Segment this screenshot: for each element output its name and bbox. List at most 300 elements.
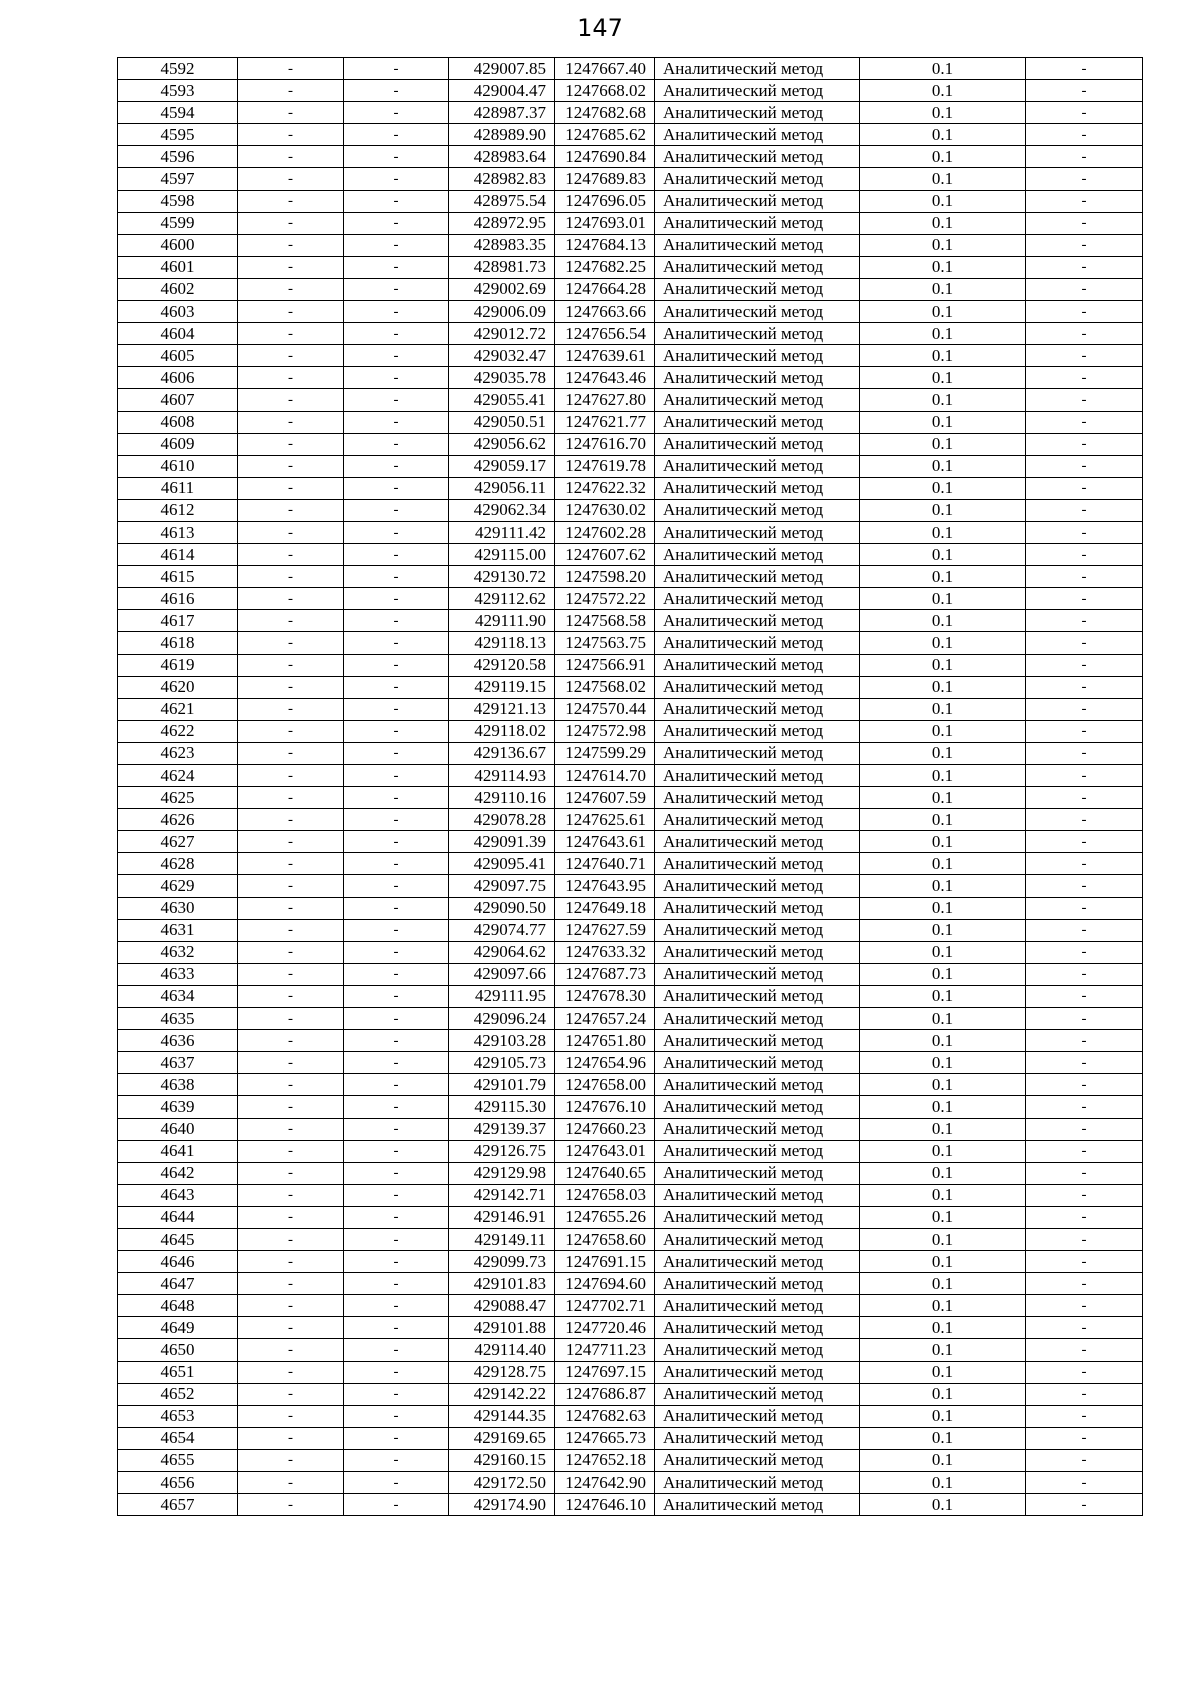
table-row: [118, 389, 1143, 411]
dash-cell: -: [344, 1052, 449, 1074]
dash-cell: -: [1026, 1251, 1143, 1273]
accuracy-cell: 0.1: [860, 80, 1026, 102]
point-number-cell: 4631: [118, 919, 238, 941]
dash-cell: -: [238, 1339, 344, 1361]
point-number-cell: 4629: [118, 875, 238, 897]
dash-cell: -: [238, 345, 344, 367]
dash-cell: -: [344, 1449, 449, 1471]
table-row: [118, 1074, 1143, 1096]
x-coordinate-cell: 428987.37: [449, 102, 555, 124]
dash-cell: -: [238, 963, 344, 985]
table-row: [118, 720, 1143, 742]
dash-cell: -: [238, 610, 344, 632]
dash-cell: -: [344, 102, 449, 124]
method-cell: Аналитический метод: [655, 654, 860, 676]
point-number-cell: 4620: [118, 676, 238, 698]
point-number-cell: 4592: [118, 58, 238, 80]
x-coordinate-cell: 429120.58: [449, 654, 555, 676]
dash-cell: -: [1026, 1162, 1143, 1184]
method-cell: Аналитический метод: [655, 521, 860, 543]
dash-cell: -: [238, 146, 344, 168]
method-cell: Аналитический метод: [655, 1096, 860, 1118]
method-cell: Аналитический метод: [655, 963, 860, 985]
dash-cell: -: [344, 278, 449, 300]
y-coordinate-cell: 1247720.46: [555, 1317, 655, 1339]
x-coordinate-cell: 429101.88: [449, 1317, 555, 1339]
method-cell: Аналитический метод: [655, 345, 860, 367]
table-row: [118, 831, 1143, 853]
point-number-cell: 4651: [118, 1361, 238, 1383]
dash-cell: -: [1026, 632, 1143, 654]
dash-cell: -: [1026, 124, 1143, 146]
dash-cell: -: [344, 1273, 449, 1295]
dash-cell: -: [238, 676, 344, 698]
dash-cell: -: [1026, 455, 1143, 477]
x-coordinate-cell: 429121.13: [449, 698, 555, 720]
dash-cell: -: [1026, 698, 1143, 720]
table-row: [118, 323, 1143, 345]
accuracy-cell: 0.1: [860, 720, 1026, 742]
point-number-cell: 4644: [118, 1206, 238, 1228]
y-coordinate-cell: 1247568.02: [555, 676, 655, 698]
y-coordinate-cell: 1247686.87: [555, 1383, 655, 1405]
method-cell: Аналитический метод: [655, 809, 860, 831]
y-coordinate-cell: 1247678.30: [555, 985, 655, 1007]
y-coordinate-cell: 1247656.54: [555, 323, 655, 345]
method-cell: Аналитический метод: [655, 256, 860, 278]
point-number-cell: 4610: [118, 455, 238, 477]
accuracy-cell: 0.1: [860, 499, 1026, 521]
point-number-cell: 4602: [118, 278, 238, 300]
accuracy-cell: 0.1: [860, 1472, 1026, 1494]
y-coordinate-cell: 1247572.22: [555, 588, 655, 610]
dash-cell: -: [1026, 146, 1143, 168]
point-number-cell: 4648: [118, 1295, 238, 1317]
x-coordinate-cell: 429002.69: [449, 278, 555, 300]
dash-cell: -: [238, 234, 344, 256]
point-number-cell: 4609: [118, 433, 238, 455]
accuracy-cell: 0.1: [860, 544, 1026, 566]
accuracy-cell: 0.1: [860, 1383, 1026, 1405]
point-number-cell: 4596: [118, 146, 238, 168]
accuracy-cell: 0.1: [860, 1074, 1026, 1096]
point-number-cell: 4625: [118, 787, 238, 809]
x-coordinate-cell: 429062.34: [449, 499, 555, 521]
dash-cell: -: [238, 455, 344, 477]
method-cell: Аналитический метод: [655, 1052, 860, 1074]
method-cell: Аналитический метод: [655, 455, 860, 477]
method-cell: Аналитический метод: [655, 499, 860, 521]
accuracy-cell: 0.1: [860, 433, 1026, 455]
y-coordinate-cell: 1247691.15: [555, 1251, 655, 1273]
method-cell: Аналитический метод: [655, 212, 860, 234]
table-row: [118, 1273, 1143, 1295]
accuracy-cell: 0.1: [860, 124, 1026, 146]
point-number-cell: 4606: [118, 367, 238, 389]
dash-cell: -: [1026, 1228, 1143, 1250]
dash-cell: -: [1026, 411, 1143, 433]
dash-cell: -: [1026, 742, 1143, 764]
dash-cell: -: [238, 1228, 344, 1250]
dash-cell: -: [1026, 256, 1143, 278]
y-coordinate-cell: 1247694.60: [555, 1273, 655, 1295]
table-row: [118, 1184, 1143, 1206]
x-coordinate-cell: 429012.72: [449, 323, 555, 345]
table-row: [118, 1030, 1143, 1052]
table-row: [118, 1228, 1143, 1250]
y-coordinate-cell: 1247602.28: [555, 521, 655, 543]
dash-cell: -: [238, 1206, 344, 1228]
method-cell: Аналитический метод: [655, 1494, 860, 1516]
table-row: [118, 941, 1143, 963]
y-coordinate-cell: 1247682.68: [555, 102, 655, 124]
method-cell: Аналитический метод: [655, 124, 860, 146]
dash-cell: -: [344, 765, 449, 787]
dash-cell: -: [344, 234, 449, 256]
dash-cell: -: [1026, 1206, 1143, 1228]
dash-cell: -: [344, 301, 449, 323]
dash-cell: -: [1026, 919, 1143, 941]
method-cell: Аналитический метод: [655, 190, 860, 212]
x-coordinate-cell: 429101.83: [449, 1273, 555, 1295]
y-coordinate-cell: 1247607.59: [555, 787, 655, 809]
dash-cell: -: [1026, 58, 1143, 80]
dash-cell: -: [238, 1140, 344, 1162]
page-number: 147: [577, 14, 623, 42]
method-cell: Аналитический метод: [655, 831, 860, 853]
method-cell: Аналитический метод: [655, 477, 860, 499]
y-coordinate-cell: 1247598.20: [555, 566, 655, 588]
y-coordinate-cell: 1247646.10: [555, 1494, 655, 1516]
point-number-cell: 4595: [118, 124, 238, 146]
point-number-cell: 4599: [118, 212, 238, 234]
dash-cell: -: [238, 499, 344, 521]
dash-cell: -: [1026, 897, 1143, 919]
x-coordinate-cell: 429114.40: [449, 1339, 555, 1361]
method-cell: Аналитический метод: [655, 278, 860, 300]
table-row: [118, 1339, 1143, 1361]
x-coordinate-cell: 429097.75: [449, 875, 555, 897]
accuracy-cell: 0.1: [860, 1295, 1026, 1317]
x-coordinate-cell: 429160.15: [449, 1449, 555, 1471]
accuracy-cell: 0.1: [860, 654, 1026, 676]
accuracy-cell: 0.1: [860, 1494, 1026, 1516]
dash-cell: -: [1026, 1449, 1143, 1471]
accuracy-cell: 0.1: [860, 1206, 1026, 1228]
table-row: [118, 278, 1143, 300]
y-coordinate-cell: 1247689.83: [555, 168, 655, 190]
accuracy-cell: 0.1: [860, 212, 1026, 234]
dash-cell: -: [238, 367, 344, 389]
point-number-cell: 4647: [118, 1273, 238, 1295]
point-number-cell: 4622: [118, 720, 238, 742]
dash-cell: -: [238, 1273, 344, 1295]
dash-cell: -: [344, 389, 449, 411]
point-number-cell: 4637: [118, 1052, 238, 1074]
dash-cell: -: [1026, 1295, 1143, 1317]
y-coordinate-cell: 1247658.60: [555, 1228, 655, 1250]
accuracy-cell: 0.1: [860, 146, 1026, 168]
method-cell: Аналитический метод: [655, 787, 860, 809]
dash-cell: -: [238, 1008, 344, 1030]
table-row: [118, 1449, 1143, 1471]
table-row: [118, 1383, 1143, 1405]
point-number-cell: 4604: [118, 323, 238, 345]
point-number-cell: 4652: [118, 1383, 238, 1405]
x-coordinate-cell: 429056.11: [449, 477, 555, 499]
dash-cell: -: [344, 146, 449, 168]
x-coordinate-cell: 429146.91: [449, 1206, 555, 1228]
y-coordinate-cell: 1247643.01: [555, 1140, 655, 1162]
dash-cell: -: [344, 787, 449, 809]
dash-cell: -: [344, 499, 449, 521]
method-cell: Аналитический метод: [655, 1251, 860, 1273]
table-row: [118, 1162, 1143, 1184]
dash-cell: -: [238, 1317, 344, 1339]
dash-cell: -: [344, 345, 449, 367]
method-cell: Аналитический метод: [655, 146, 860, 168]
dash-cell: -: [238, 1295, 344, 1317]
x-coordinate-cell: 428983.35: [449, 234, 555, 256]
dash-cell: -: [1026, 831, 1143, 853]
dash-cell: -: [1026, 1052, 1143, 1074]
table-row: [118, 146, 1143, 168]
y-coordinate-cell: 1247652.18: [555, 1449, 655, 1471]
point-number-cell: 4639: [118, 1096, 238, 1118]
y-coordinate-cell: 1247651.80: [555, 1030, 655, 1052]
dash-cell: -: [344, 654, 449, 676]
dash-cell: -: [1026, 1427, 1143, 1449]
table-row: [118, 1405, 1143, 1427]
dash-cell: -: [238, 1052, 344, 1074]
method-cell: Аналитический метод: [655, 1206, 860, 1228]
dash-cell: -: [344, 1472, 449, 1494]
point-number-cell: 4642: [118, 1162, 238, 1184]
dash-cell: -: [344, 1383, 449, 1405]
dash-cell: -: [1026, 941, 1143, 963]
accuracy-cell: 0.1: [860, 102, 1026, 124]
y-coordinate-cell: 1247702.71: [555, 1295, 655, 1317]
y-coordinate-cell: 1247664.28: [555, 278, 655, 300]
x-coordinate-cell: 429056.62: [449, 433, 555, 455]
dash-cell: -: [1026, 323, 1143, 345]
accuracy-cell: 0.1: [860, 676, 1026, 698]
dash-cell: -: [344, 1118, 449, 1140]
point-number-cell: 4628: [118, 853, 238, 875]
dash-cell: -: [344, 919, 449, 941]
dash-cell: -: [1026, 168, 1143, 190]
dash-cell: -: [1026, 853, 1143, 875]
method-cell: Аналитический метод: [655, 897, 860, 919]
x-coordinate-cell: 429169.65: [449, 1427, 555, 1449]
dash-cell: -: [238, 212, 344, 234]
dash-cell: -: [344, 256, 449, 278]
y-coordinate-cell: 1247563.75: [555, 632, 655, 654]
accuracy-cell: 0.1: [860, 1096, 1026, 1118]
y-coordinate-cell: 1247658.03: [555, 1184, 655, 1206]
x-coordinate-cell: 429128.75: [449, 1361, 555, 1383]
table-row: [118, 632, 1143, 654]
dash-cell: -: [344, 566, 449, 588]
method-cell: Аналитический метод: [655, 1273, 860, 1295]
accuracy-cell: 0.1: [860, 1339, 1026, 1361]
dash-cell: -: [1026, 1008, 1143, 1030]
dash-cell: -: [344, 1317, 449, 1339]
dash-cell: -: [238, 919, 344, 941]
y-coordinate-cell: 1247566.91: [555, 654, 655, 676]
accuracy-cell: 0.1: [860, 787, 1026, 809]
dash-cell: -: [344, 1030, 449, 1052]
x-coordinate-cell: 429142.22: [449, 1383, 555, 1405]
dash-cell: -: [238, 632, 344, 654]
dash-cell: -: [238, 897, 344, 919]
point-number-cell: 4638: [118, 1074, 238, 1096]
x-coordinate-cell: 429007.85: [449, 58, 555, 80]
accuracy-cell: 0.1: [860, 632, 1026, 654]
y-coordinate-cell: 1247682.25: [555, 256, 655, 278]
table-row: [118, 1206, 1143, 1228]
dash-cell: -: [238, 765, 344, 787]
method-cell: Аналитический метод: [655, 1361, 860, 1383]
dash-cell: -: [344, 831, 449, 853]
method-cell: Аналитический метод: [655, 1449, 860, 1471]
method-cell: Аналитический метод: [655, 1228, 860, 1250]
dash-cell: -: [1026, 1074, 1143, 1096]
accuracy-cell: 0.1: [860, 588, 1026, 610]
y-coordinate-cell: 1247621.77: [555, 411, 655, 433]
dash-cell: -: [238, 80, 344, 102]
point-number-cell: 4593: [118, 80, 238, 102]
x-coordinate-cell: 429091.39: [449, 831, 555, 853]
accuracy-cell: 0.1: [860, 831, 1026, 853]
accuracy-cell: 0.1: [860, 1008, 1026, 1030]
method-cell: Аналитический метод: [655, 676, 860, 698]
accuracy-cell: 0.1: [860, 1052, 1026, 1074]
dash-cell: -: [344, 1251, 449, 1273]
method-cell: Аналитический метод: [655, 632, 860, 654]
dash-cell: -: [238, 477, 344, 499]
point-number-cell: 4597: [118, 168, 238, 190]
point-number-cell: 4654: [118, 1427, 238, 1449]
y-coordinate-cell: 1247696.05: [555, 190, 655, 212]
x-coordinate-cell: 429090.50: [449, 897, 555, 919]
point-number-cell: 4605: [118, 345, 238, 367]
dash-cell: -: [1026, 477, 1143, 499]
dash-cell: -: [344, 433, 449, 455]
point-number-cell: 4626: [118, 809, 238, 831]
method-cell: Аналитический метод: [655, 1295, 860, 1317]
accuracy-cell: 0.1: [860, 875, 1026, 897]
table-row: [118, 963, 1143, 985]
point-number-cell: 4641: [118, 1140, 238, 1162]
dash-cell: -: [1026, 1096, 1143, 1118]
x-coordinate-cell: 428981.73: [449, 256, 555, 278]
dash-cell: -: [344, 1184, 449, 1206]
table-row: [118, 499, 1143, 521]
x-coordinate-cell: 429078.28: [449, 809, 555, 831]
point-number-cell: 4653: [118, 1405, 238, 1427]
accuracy-cell: 0.1: [860, 1228, 1026, 1250]
point-number-cell: 4617: [118, 610, 238, 632]
point-number-cell: 4619: [118, 654, 238, 676]
y-coordinate-cell: 1247654.96: [555, 1052, 655, 1074]
table-row: [118, 1096, 1143, 1118]
point-number-cell: 4601: [118, 256, 238, 278]
dash-cell: -: [1026, 1383, 1143, 1405]
accuracy-cell: 0.1: [860, 610, 1026, 632]
dash-cell: -: [344, 985, 449, 1007]
dash-cell: -: [344, 632, 449, 654]
x-coordinate-cell: 429006.09: [449, 301, 555, 323]
method-cell: Аналитический метод: [655, 301, 860, 323]
dash-cell: -: [1026, 102, 1143, 124]
dash-cell: -: [238, 323, 344, 345]
table-row: [118, 411, 1143, 433]
point-number-cell: 4607: [118, 389, 238, 411]
dash-cell: -: [1026, 367, 1143, 389]
dash-cell: -: [1026, 1184, 1143, 1206]
y-coordinate-cell: 1247633.32: [555, 941, 655, 963]
method-cell: Аналитический метод: [655, 698, 860, 720]
method-cell: Аналитический метод: [655, 1317, 860, 1339]
table-row: [118, 787, 1143, 809]
point-number-cell: 4618: [118, 632, 238, 654]
table-row: [118, 1008, 1143, 1030]
dash-cell: -: [344, 853, 449, 875]
x-coordinate-cell: 429111.95: [449, 985, 555, 1007]
x-coordinate-cell: 429112.62: [449, 588, 555, 610]
dash-cell: -: [344, 323, 449, 345]
dash-cell: -: [1026, 212, 1143, 234]
accuracy-cell: 0.1: [860, 521, 1026, 543]
table-row: [118, 1251, 1143, 1273]
method-cell: Аналитический метод: [655, 1162, 860, 1184]
dash-cell: -: [238, 831, 344, 853]
table-row: [118, 256, 1143, 278]
dash-cell: -: [344, 897, 449, 919]
dash-cell: -: [1026, 389, 1143, 411]
point-number-cell: 4611: [118, 477, 238, 499]
dash-cell: -: [344, 521, 449, 543]
dash-cell: -: [344, 1162, 449, 1184]
y-coordinate-cell: 1247619.78: [555, 455, 655, 477]
method-cell: Аналитический метод: [655, 875, 860, 897]
y-coordinate-cell: 1247643.46: [555, 367, 655, 389]
method-cell: Аналитический метод: [655, 433, 860, 455]
y-coordinate-cell: 1247630.02: [555, 499, 655, 521]
table-row: [118, 301, 1143, 323]
dash-cell: -: [238, 124, 344, 146]
dash-cell: -: [238, 1427, 344, 1449]
x-coordinate-cell: 429055.41: [449, 389, 555, 411]
point-number-cell: 4656: [118, 1472, 238, 1494]
dash-cell: -: [1026, 1361, 1143, 1383]
dash-cell: -: [238, 809, 344, 831]
y-coordinate-cell: 1247625.61: [555, 809, 655, 831]
x-coordinate-cell: 429114.93: [449, 765, 555, 787]
dash-cell: -: [238, 1405, 344, 1427]
accuracy-cell: 0.1: [860, 323, 1026, 345]
dash-cell: -: [1026, 787, 1143, 809]
y-coordinate-cell: 1247685.62: [555, 124, 655, 146]
x-coordinate-cell: 429097.66: [449, 963, 555, 985]
point-number-cell: 4634: [118, 985, 238, 1007]
dash-cell: -: [238, 1030, 344, 1052]
dash-cell: -: [1026, 544, 1143, 566]
method-cell: Аналитический метод: [655, 919, 860, 941]
accuracy-cell: 0.1: [860, 963, 1026, 985]
dash-cell: -: [238, 1383, 344, 1405]
